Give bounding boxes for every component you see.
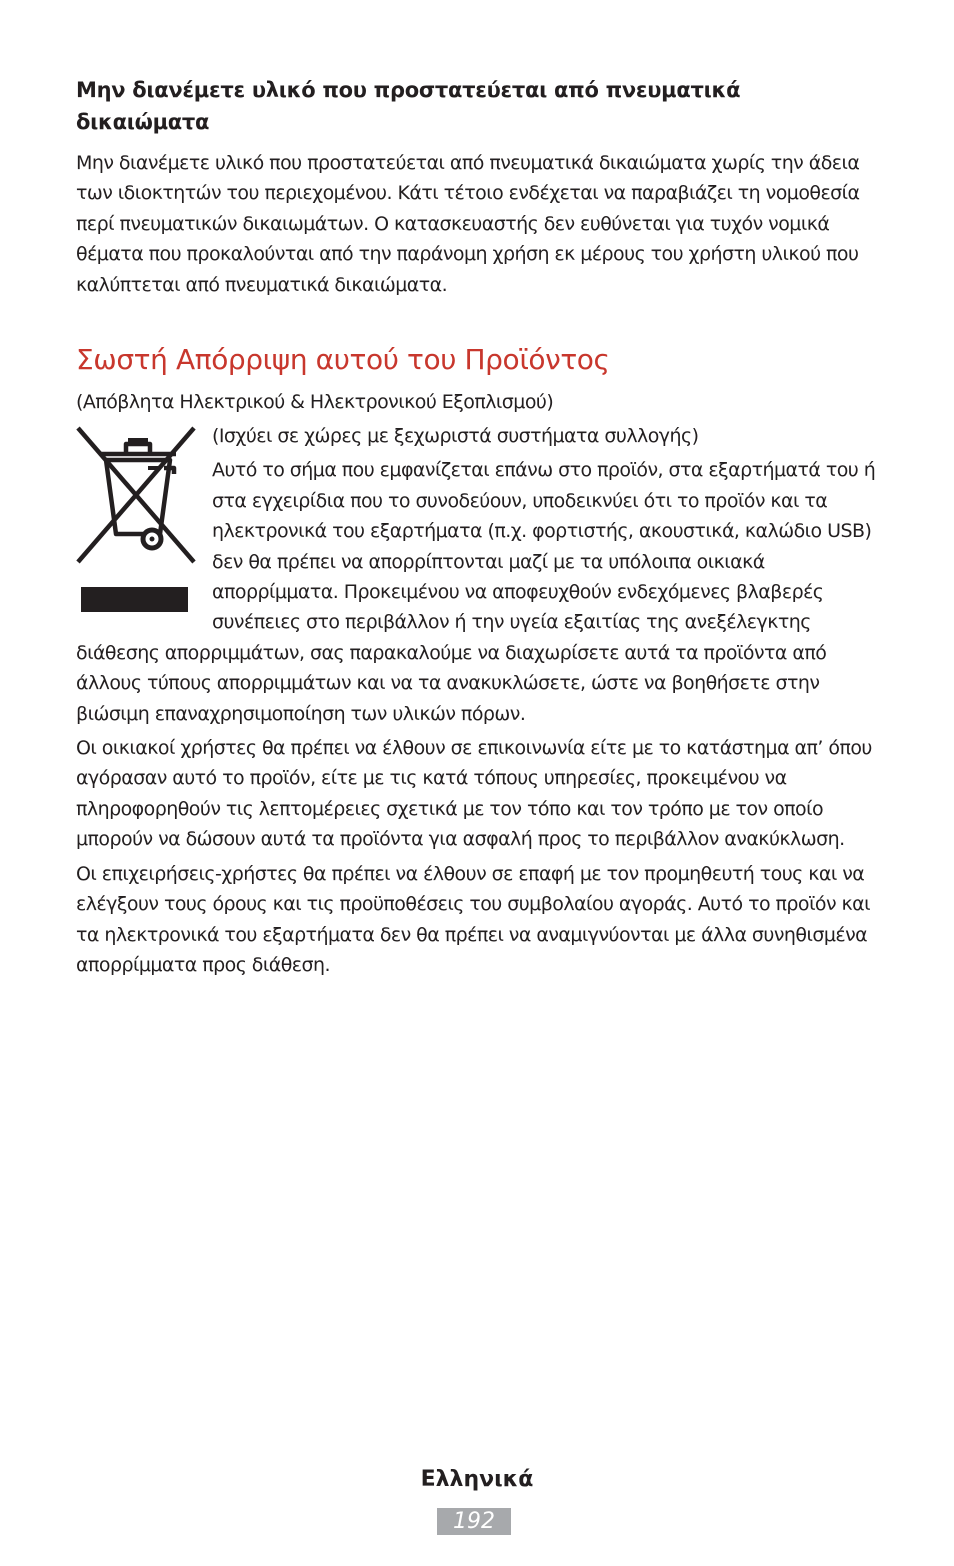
icon-float-spacer bbox=[76, 421, 212, 633]
disposal-paragraph: Οι οικιακοί χρήστες θα πρέπει να έλθουν σε επικοινωνία είτε με το κατάστημα απ’ όπου αγόρασαν αυτό το προϊόν, είτε με τις κατά τόπους υπηρεσίες, προκειμένου να πληροφορηθούν τις λεπτομέρειες σχετικά με τον τόπο και τον τρόπο με τον οποίο μπορούν να δώσουν αυτά τα προϊόντα για ασφαλή προς το περιβάλλον ανακύκλωση. bbox=[76, 737, 872, 851]
disposal-paragraph: Οι επιχειρήσεις-χρήστες θα πρέπει να έλθουν σε επαφή με τον προμηθευτή τους και να ελέγξουν τους όρους και τις προϋποθέσεις του συμβολαίου αγοράς. Αυτό το προϊόν και τα ηλεκτρονικά του εξαρτήματα δεν θα πρέπει να αναμιγνύονται με άλλα συνηθισμένα απορρίμματα προς διάθεση. bbox=[76, 862, 871, 976]
disposal-section-subtitle: (Απόβλητα Ηλεκτρικού & Ηλεκτρονικού Εξοπλισμού) bbox=[76, 391, 554, 413]
copyright-section-title: Μην διανέμετε υλικό που προστατεύεται από πνευματικά δικαιώματα bbox=[76, 78, 741, 134]
disposal-paragraph: (Ισχύει σε χώρες με ξεχωριστά συστήματα συλλογής) bbox=[212, 425, 699, 447]
page-number-badge: 192 bbox=[437, 1508, 511, 1535]
disposal-section-body bbox=[76, 421, 886, 984]
footer-language-label: Ελληνικά bbox=[420, 1467, 534, 1492]
disposal-paragraph: Αυτό το σήμα που εμφανίζεται επάνω στο προϊόν, στα εξαρτήματά του ή στα εγχειρίδια που το συνοδεύουν, υποδεικνύει ότι το προϊόν και τα ηλεκτρονικά του εξαρτήματα (π.χ. φορτιστής, ακουστικά, καλώδιο USB) δεν θα πρέπει να απορρίπτονται μαζί με τα υπόλοιπα οικιακά απορρίμματα. Προκειμένου να αποφευχθούν ενδεχόμενες βλαβερές συνέπειες στο περιβάλλον ή την υγεία εξαιτίας της ανεξέλεγκτης διάθεσης απορριμμάτων, σας παρακαλούμε να διαχωρίσετε αυτά τα προϊόντα από άλλους τύπους απορριμμάτων και να τα ανακυκλώσετε, ώστε να βοηθήσετε στην βιώσιμη επαναχρησιμοποίηση των υλικών πόρων. bbox=[76, 459, 876, 725]
copyright-section-body: Μην διανέμετε υλικό που προστατεύεται από πνευματικά δικαιώματα χωρίς την άδεια των ιδιοκτητών του περιεχομένου. Κάτι τέτοιο ενδέχεται να παραβιάζει τη νομοθεσία περί πνευματικών δικαιωμάτων. Ο κατασκευαστής δεν ευθύνεται για τυχόν νομικά θέματα που προκαλούνται από την παράνομη χρήση εκ μέρους του χρήστη υλικού που καλύπτεται από πνευματικά δικαιώματα. bbox=[76, 152, 860, 296]
disposal-section-title: Σωστή Απόρριψη αυτού του Προϊόντος bbox=[76, 343, 610, 376]
